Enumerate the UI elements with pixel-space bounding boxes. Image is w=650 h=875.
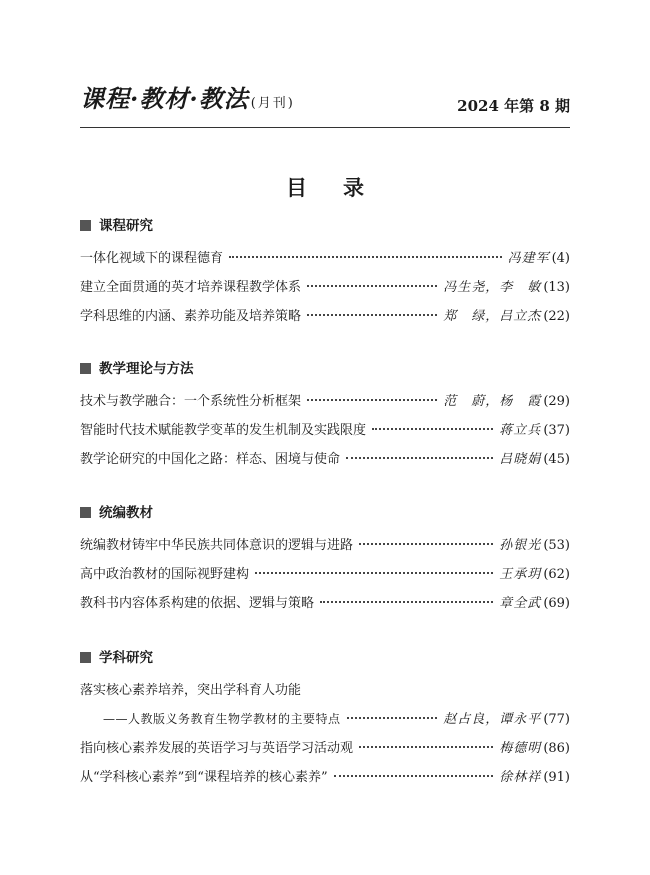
dot-leader (307, 399, 437, 401)
entry-author: 郑 绿，吕立杰 (443, 309, 542, 324)
dot-leader (307, 314, 437, 316)
entry-page: (77) (543, 712, 570, 727)
dot-leader (320, 601, 493, 603)
entry-page: (29) (543, 394, 570, 409)
toc-entry[interactable] (80, 387, 570, 416)
entry-page: (53) (543, 538, 570, 553)
toc-entry[interactable] (80, 589, 570, 618)
toc-entry[interactable] (80, 560, 570, 589)
entry-page: (62) (543, 567, 570, 582)
entry-page: (22) (543, 309, 570, 324)
entry-author: 蒋立兵 (499, 423, 542, 438)
section-teaching-theory (80, 359, 570, 474)
toc-entry[interactable] (80, 302, 570, 331)
entry-author: 王承玥 (499, 567, 542, 582)
section-square-icon (80, 507, 91, 518)
entry-author: 孙银光 (499, 538, 542, 553)
entry-page: (45) (543, 452, 570, 467)
entry-title: 建立全面贯通的英才培养课程教学体系 (80, 280, 302, 295)
dot-leader (359, 746, 493, 748)
journal-header (80, 84, 570, 124)
toc-heading: 目录 (286, 176, 400, 200)
entry-title: 智能时代技术赋能教学变革的发生机制及实践限度 (80, 423, 367, 438)
toc-entry[interactable] (80, 676, 570, 705)
entry-author: 冯生尧，李 敏 (443, 280, 542, 295)
dot-leader (229, 256, 502, 258)
dot-leader (255, 572, 493, 574)
entry-author: 冯建军 (507, 251, 550, 266)
issue-label: 2024 年第 8 期 (457, 97, 570, 115)
journal-title-text: 课程·教材·教法 (80, 84, 249, 113)
entry-title: 教科书内容体系构建的依据、逻辑与策略 (80, 596, 315, 611)
toc-entry[interactable] (80, 244, 570, 273)
entry-author: 徐林祥 (499, 770, 542, 785)
section-title: 学科研究 (99, 650, 153, 666)
section-title: 课程研究 (99, 218, 153, 234)
entry-page: (86) (543, 741, 570, 756)
entry-title: 高中政治教材的国际视野建构 (80, 567, 250, 582)
entry-author: 范 蔚，杨 霞 (443, 394, 542, 409)
section-header (80, 359, 570, 379)
section-square-icon (80, 363, 91, 374)
toc-entry[interactable] (80, 445, 570, 474)
entry-title: 一体化视域下的课程德育 (80, 251, 224, 266)
section-header (80, 216, 570, 236)
dot-leader (372, 428, 493, 430)
section-curriculum-research (80, 216, 570, 331)
entry-page: (4) (551, 251, 570, 266)
entry-title: 教学论研究的中国化之路：样态、困境与使命 (80, 452, 341, 467)
entry-page: (91) (543, 770, 570, 785)
entry-title: 统编教材铸牢中华民族共同体意识的逻辑与进路 (80, 538, 354, 553)
entry-author: 梅德明 (499, 741, 542, 756)
toc-entry[interactable] (80, 273, 570, 302)
section-unified-textbooks (80, 503, 570, 618)
toc-entry[interactable] (80, 763, 570, 792)
dot-leader (346, 457, 493, 459)
entry-author: 吕晓娟 (499, 452, 542, 467)
journal-frequency: (月刊) (250, 96, 295, 111)
dot-leader (334, 775, 494, 777)
section-square-icon (80, 220, 91, 231)
section-header (80, 648, 570, 668)
entry-title: 指向核心素养发展的英语学习与英语学习活动观 (80, 741, 354, 756)
entry-subtitle: ——人教版义务教育生物学教材的主要特点 (103, 712, 341, 726)
dot-leader (359, 543, 493, 545)
toc-entry-subtitle[interactable] (80, 705, 570, 734)
section-title: 统编教材 (99, 505, 153, 521)
dot-leader (307, 285, 437, 287)
entry-title: 从“学科核心素养”到“课程培养的核心素养” (80, 770, 328, 785)
toc-entry[interactable] (80, 416, 570, 445)
entry-page: (69) (543, 596, 570, 611)
toc-entry[interactable] (80, 734, 570, 763)
section-header (80, 503, 570, 523)
entry-title: 学科思维的内涵、素养功能及培养策略 (80, 309, 302, 324)
journal-title (80, 85, 295, 118)
entry-author: 赵占良，谭永平 (443, 712, 542, 727)
header-rule (80, 127, 570, 128)
toc-entry[interactable] (80, 531, 570, 560)
section-square-icon (80, 652, 91, 663)
entry-page: (37) (543, 423, 570, 438)
entry-page: (13) (543, 280, 570, 295)
section-title: 教学理论与方法 (99, 361, 194, 377)
section-subject-research (80, 648, 570, 792)
entry-author: 章全武 (499, 596, 542, 611)
dot-leader (347, 717, 438, 719)
entry-title: 落实核心素养培养，突出学科育人功能 (80, 683, 302, 698)
entry-title: 技术与教学融合：一个系统性分析框架 (80, 394, 302, 409)
